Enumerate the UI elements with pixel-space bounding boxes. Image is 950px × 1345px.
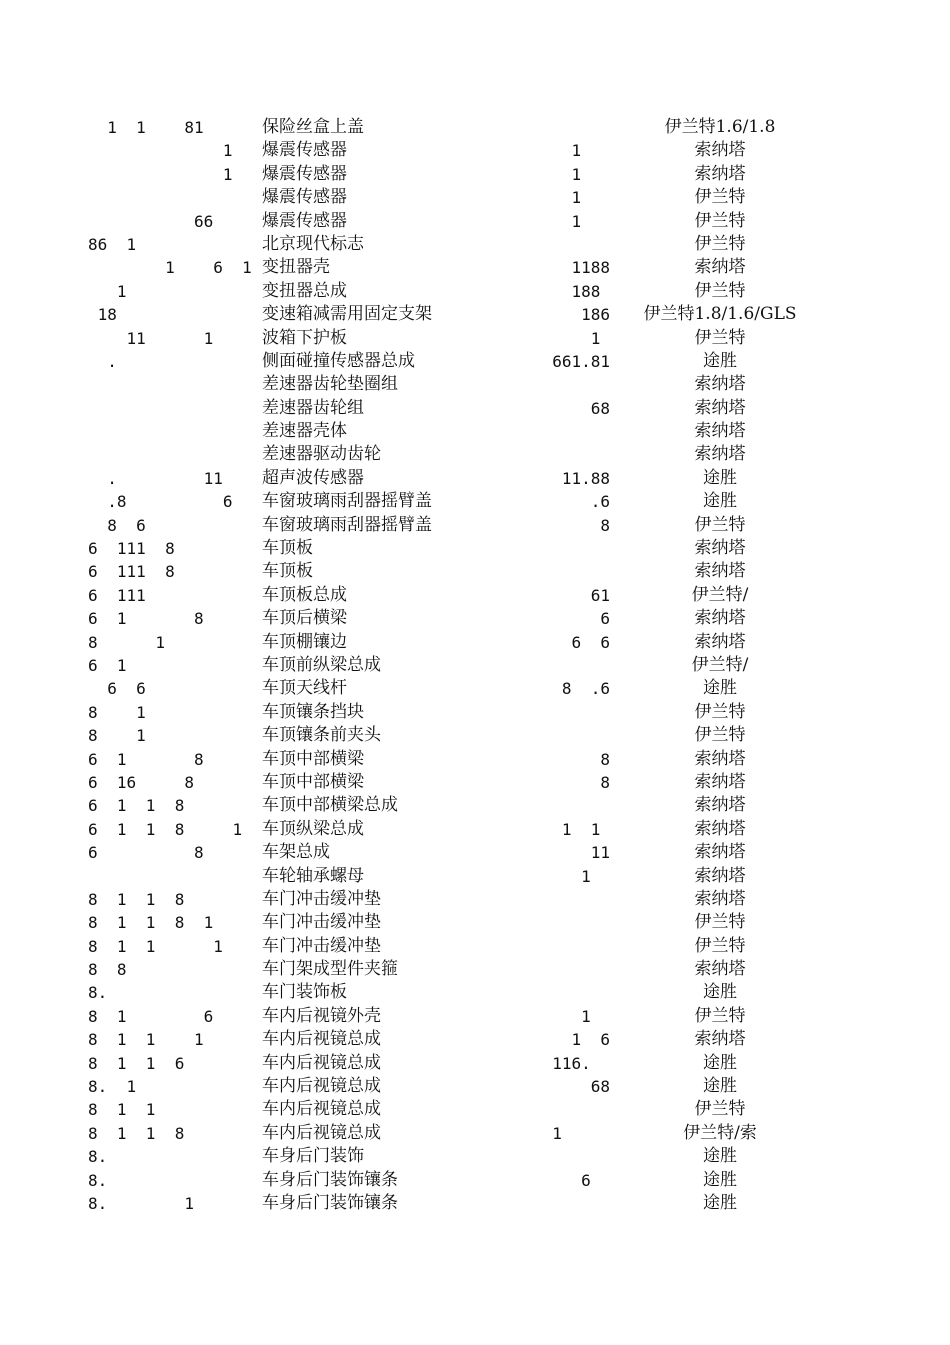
- car-model-cell: 伊兰特: [694, 935, 746, 956]
- part-code-cell: 1 6 1: [88, 258, 252, 278]
- part-code-cell: 8.: [88, 1147, 108, 1167]
- part-code-cell: 11 1: [88, 328, 214, 348]
- car-model-cell: 途胜: [703, 467, 737, 488]
- car-model-cell: 伊兰特: [694, 1005, 746, 1026]
- part-code-cell: 8 6: [88, 515, 146, 535]
- table-row: [0, 1052, 950, 1075]
- table-row: [0, 443, 950, 466]
- price-cell: 188: [571, 281, 610, 301]
- part-code-cell: 6 8: [88, 843, 204, 863]
- table-row: [0, 1169, 950, 1192]
- part-name-cell: 车轮轴承螺母: [262, 865, 364, 886]
- table-row: [0, 911, 950, 934]
- price-cell: 1: [571, 164, 610, 184]
- table-row: [0, 1005, 950, 1028]
- part-name-cell: 车顶棚镶边: [262, 631, 347, 652]
- part-code-cell: 8 1 1: [88, 1100, 156, 1120]
- part-code-cell: 8 1 6: [88, 1006, 214, 1026]
- price-cell: 1: [571, 188, 610, 208]
- part-name-cell: 车门装饰板: [262, 982, 347, 1003]
- part-code-cell: 86 1: [88, 234, 137, 254]
- car-model-cell: 索纳塔: [694, 842, 746, 863]
- part-code-cell: 8. 1: [88, 1077, 137, 1097]
- car-model-cell: 索纳塔: [694, 538, 746, 559]
- car-model-cell: 伊兰特/索: [683, 1122, 757, 1143]
- part-code-cell: 6 1 1 8: [88, 796, 185, 816]
- table-row: [0, 981, 950, 1004]
- part-name-cell: 车顶中部横梁: [262, 771, 364, 792]
- car-model-cell: 伊兰特: [694, 280, 746, 301]
- price-cell: 1 6: [571, 1030, 610, 1050]
- table-row: [0, 1028, 950, 1051]
- price-cell: 6: [600, 609, 610, 629]
- price-cell: 1188: [571, 258, 610, 278]
- table-row: [0, 748, 950, 771]
- part-name-cell: 变速箱减需用固定支架: [262, 304, 432, 325]
- car-model-cell: 途胜: [703, 350, 737, 371]
- table-row: [0, 186, 950, 209]
- price-cell: 186: [581, 305, 610, 325]
- part-name-cell: 车顶天线杆: [262, 678, 347, 699]
- table-row: [0, 958, 950, 981]
- car-model-cell: 索纳塔: [694, 561, 746, 582]
- part-name-cell: 车门冲击缓冲垫: [262, 935, 381, 956]
- part-name-cell: 车内后视镜总成: [262, 1029, 381, 1050]
- car-model-cell: 途胜: [703, 678, 737, 699]
- table-row: [0, 210, 950, 233]
- part-code-cell: 8 1 1 8: [88, 889, 185, 909]
- part-name-cell: 波箱下护板: [262, 327, 347, 348]
- car-model-cell: 索纳塔: [694, 888, 746, 909]
- part-code-cell: 8 1: [88, 726, 146, 746]
- car-model-cell: 索纳塔: [694, 444, 746, 465]
- table-row: [0, 865, 950, 888]
- car-model-cell: 伊兰特: [694, 210, 746, 231]
- part-code-cell: 6 111: [88, 585, 146, 605]
- part-name-cell: 爆震传感器: [262, 187, 347, 208]
- car-model-cell: 索纳塔: [694, 374, 746, 395]
- table-row: [0, 631, 950, 654]
- part-code-cell: 6 111 8: [88, 562, 175, 582]
- part-name-cell: 车门冲击缓冲垫: [262, 888, 381, 909]
- table-row: [0, 256, 950, 279]
- part-code-cell: 8 1: [88, 702, 146, 722]
- table-row: [0, 1098, 950, 1121]
- part-name-cell: 车内后视镜总成: [262, 1076, 381, 1097]
- part-code-cell: .8 6: [88, 492, 233, 512]
- price-cell: 116.: [552, 1053, 610, 1073]
- part-name-cell: 车顶镶条挡块: [262, 701, 364, 722]
- part-name-cell: 差速器壳体: [262, 421, 347, 442]
- car-model-cell: 伊兰特/: [691, 654, 749, 675]
- part-code-cell: 8 1 1 6: [88, 1053, 185, 1073]
- part-code-cell: 1: [88, 164, 233, 184]
- car-model-cell: 伊兰特: [694, 327, 746, 348]
- part-code-cell: 8.: [88, 983, 108, 1003]
- price-cell: 8: [600, 749, 610, 769]
- table-row: [0, 420, 950, 443]
- price-cell: 1 1: [561, 819, 610, 839]
- car-model-cell: 伊兰特: [694, 187, 746, 208]
- part-code-cell: . 11: [88, 468, 223, 488]
- car-model-cell: 伊兰特: [694, 233, 746, 254]
- table-row: [0, 677, 950, 700]
- part-name-cell: 车顶板: [262, 538, 313, 559]
- car-model-cell: 伊兰特: [694, 725, 746, 746]
- table-row: [0, 163, 950, 186]
- car-model-cell: 伊兰特: [694, 912, 746, 933]
- price-cell: 61: [590, 585, 610, 605]
- table-row: [0, 607, 950, 630]
- car-model-cell: 索纳塔: [694, 608, 746, 629]
- part-code-cell: 1: [88, 141, 233, 161]
- car-model-cell: 途胜: [703, 1192, 737, 1213]
- price-cell: 661.81: [552, 351, 610, 371]
- price-cell: 1: [590, 328, 610, 348]
- car-model-cell: 伊兰特1.6/1.8: [664, 117, 776, 137]
- car-model-cell: 索纳塔: [694, 771, 746, 792]
- part-name-cell: 差速器驱动齿轮: [262, 444, 381, 465]
- table-row: [0, 771, 950, 794]
- car-model-cell: 途胜: [703, 1076, 737, 1097]
- part-name-cell: 车门架成型件夹箍: [262, 959, 398, 980]
- table-row: [0, 1122, 950, 1145]
- table-row: [0, 654, 950, 677]
- part-name-cell: 爆震传感器: [262, 210, 347, 231]
- car-model-cell: 索纳塔: [694, 140, 746, 161]
- part-name-cell: 车顶中部横梁: [262, 748, 364, 769]
- part-name-cell: 爆震传感器: [262, 163, 347, 184]
- car-model-cell: 索纳塔: [694, 795, 746, 816]
- part-code-cell: 6 16 8: [88, 772, 194, 792]
- table-row: [0, 935, 950, 958]
- part-name-cell: 车身后门装饰镶条: [262, 1169, 398, 1190]
- part-name-cell: 差速器齿轮垫圈组: [262, 374, 398, 395]
- price-cell: 6: [581, 1170, 610, 1190]
- car-model-cell: 伊兰特1.8/1.6/GLS: [643, 304, 797, 325]
- part-code-cell: 1 1 81: [88, 118, 204, 137]
- part-name-cell: 车窗玻璃雨刮器摇臂盖: [262, 514, 432, 535]
- part-name-cell: 超声波传感器: [262, 467, 364, 488]
- part-code-cell: 66: [88, 211, 214, 231]
- car-model-cell: 途胜: [703, 1052, 737, 1073]
- price-cell: .6: [590, 492, 610, 512]
- price-cell: 8: [600, 515, 610, 535]
- table-row: [0, 350, 950, 373]
- car-model-cell: 索纳塔: [694, 818, 746, 839]
- car-model-cell: 索纳塔: [694, 163, 746, 184]
- table-row: [0, 280, 950, 303]
- car-model-cell: 伊兰特: [694, 1099, 746, 1120]
- table-row: [0, 467, 950, 490]
- part-name-cell: 车内后视镜外壳: [262, 1005, 381, 1026]
- table-row: [0, 1192, 950, 1215]
- price-cell: 68: [590, 1077, 610, 1097]
- car-model-cell: 索纳塔: [694, 1029, 746, 1050]
- price-cell: 68: [590, 398, 610, 418]
- price-cell: 8 .6: [561, 679, 610, 699]
- part-name-cell: 车顶板总成: [262, 584, 347, 605]
- table-row: [0, 233, 950, 256]
- car-model-cell: 索纳塔: [694, 257, 746, 278]
- table-row: [0, 724, 950, 747]
- price-cell: 1: [581, 1006, 610, 1026]
- part-name-cell: 爆震传感器: [262, 140, 347, 161]
- table-row: [0, 841, 950, 864]
- part-code-cell: 8 1 1 8 1: [88, 913, 214, 933]
- part-code-cell: 6 1 8: [88, 609, 204, 629]
- part-name-cell: 车内后视镜总成: [262, 1122, 381, 1143]
- part-name-cell: 北京现代标志: [262, 233, 364, 254]
- table-row: [0, 560, 950, 583]
- car-model-cell: 伊兰特/: [691, 584, 749, 605]
- table-row: [0, 701, 950, 724]
- table-row: [0, 327, 950, 350]
- table-row: [0, 490, 950, 513]
- table-row: [0, 818, 950, 841]
- part-code-cell: 8 8: [88, 960, 127, 980]
- price-cell: 11: [590, 843, 610, 863]
- table-row: [0, 584, 950, 607]
- car-model-cell: 索纳塔: [694, 748, 746, 769]
- table-row: [0, 116, 950, 139]
- table-row: [0, 794, 950, 817]
- car-model-cell: 伊兰特: [694, 701, 746, 722]
- part-name-cell: 侧面碰撞传感器总成: [262, 350, 415, 371]
- part-name-cell: 车架总成: [262, 842, 330, 863]
- part-code-cell: 6 1: [88, 655, 127, 675]
- part-name-cell: 车顶板: [262, 561, 313, 582]
- part-name-cell: 车顶前纵梁总成: [262, 654, 381, 675]
- price-cell: 11.88: [561, 468, 610, 488]
- part-name-cell: 车身后门装饰镶条: [262, 1192, 398, 1213]
- part-code-cell: 6 6: [88, 679, 146, 699]
- price-cell: 8: [600, 772, 610, 792]
- price-cell: 1: [571, 141, 610, 161]
- part-name-cell: 车顶中部横梁总成: [262, 795, 398, 816]
- part-code-cell: 1: [88, 281, 127, 301]
- table-row: [0, 397, 950, 420]
- price-cell: 1: [571, 211, 610, 231]
- price-cell: 6 6: [571, 632, 610, 652]
- car-model-cell: 索纳塔: [694, 421, 746, 442]
- price-cell: 1: [552, 1123, 610, 1143]
- part-code-cell: 6 1 8: [88, 749, 204, 769]
- part-code-cell: .: [88, 351, 117, 371]
- parts-table: [0, 116, 950, 1215]
- part-code-cell: 6 111 8: [88, 539, 175, 559]
- part-name-cell: 变扭器总成: [262, 280, 347, 301]
- table-row: [0, 139, 950, 162]
- table-row: [0, 537, 950, 560]
- table-row: [0, 1145, 950, 1168]
- part-code-cell: 8 1 1 8: [88, 1123, 185, 1143]
- car-model-cell: 索纳塔: [694, 959, 746, 980]
- part-code-cell: 8.: [88, 1170, 108, 1190]
- table-row: [0, 303, 950, 326]
- part-code-cell: 8. 1: [88, 1193, 194, 1213]
- car-model-cell: 索纳塔: [694, 631, 746, 652]
- car-model-cell: 伊兰特: [694, 514, 746, 535]
- part-code-cell: 8 1 1 1: [88, 1030, 204, 1050]
- part-name-cell: 变扭器壳: [262, 257, 330, 278]
- part-name-cell: 车内后视镜总成: [262, 1052, 381, 1073]
- part-code-cell: 6 1 1 8 1: [88, 819, 243, 839]
- table-row: [0, 373, 950, 396]
- car-model-cell: 途胜: [703, 982, 737, 1003]
- car-model-cell: 索纳塔: [694, 865, 746, 886]
- part-name-cell: 车内后视镜总成: [262, 1099, 381, 1120]
- car-model-cell: 途胜: [703, 1169, 737, 1190]
- part-code-cell: 8 1 1 1: [88, 936, 223, 956]
- part-name-cell: 保险丝盒上盖: [262, 117, 364, 137]
- table-row: [0, 1075, 950, 1098]
- part-name-cell: 车门冲击缓冲垫: [262, 912, 381, 933]
- part-name-cell: 差速器齿轮组: [262, 397, 364, 418]
- part-name-cell: 车顶后横梁: [262, 608, 347, 629]
- part-code-cell: 18: [88, 305, 117, 325]
- part-name-cell: 车顶镶条前夹头: [262, 725, 381, 746]
- table-row: [0, 888, 950, 911]
- part-name-cell: 车窗玻璃雨刮器摇臂盖: [262, 491, 432, 512]
- table-row: [0, 514, 950, 537]
- car-model-cell: 索纳塔: [694, 397, 746, 418]
- car-model-cell: 途胜: [703, 491, 737, 512]
- price-cell: 1: [581, 866, 610, 886]
- part-name-cell: 车顶纵梁总成: [262, 818, 364, 839]
- part-code-cell: 8 1: [88, 632, 166, 652]
- part-name-cell: 车身后门装饰: [262, 1146, 364, 1167]
- car-model-cell: 途胜: [703, 1146, 737, 1167]
